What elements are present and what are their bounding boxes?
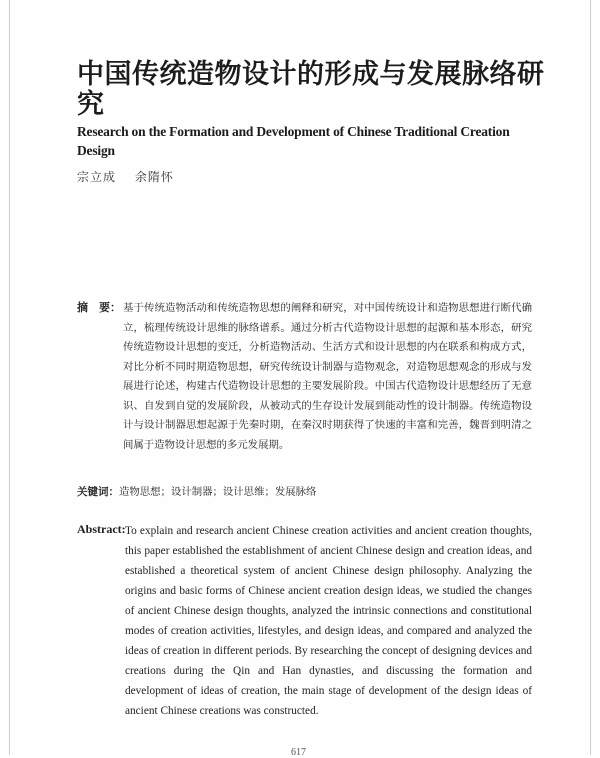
page-number: 617 [291,747,306,758]
abstract-chinese [77,299,532,455]
author-name: 余隋怀 [134,170,174,184]
abstract-chinese-text: 基于传统造物活动和传统造物思想的阐释和研究，对中国传统设计和造物思想进行断代确立，梳理传统设计思维的脉络谱系。通过分析古代造物设计思想的起源和基本形态，研究传统造物设计思想的变迁，分析造物活动、生活方式和设计思想的内在联系和构成方式，对比分析不同时期造物思想，研究传统设计制器与造物观念，对造物思想观念的形成与发展进行论述，构建古代造物设计思想的主要发展阶段。中国古代造物设计思想经历了无意识、自发到自觉的发展阶段，从被动式的生存设计发展到能动性的设计制器。传统造物设计与设计制器思想起源于先秦时期，在秦汉时期获得了快速的丰富和完善，魏晋到明清之间属于造物设计思想的多元发展期。 [123,302,532,451]
author-list [77,168,188,185]
abstract-english-text: To explain and research ancient Chinese creation activities and ancient creation thoughts, this paper established the establishment of ancient Chinese design and creation ideas, and established a theoretical system of ancient Chinese design philosophy. Analyzing the origins and basic forms of Chinese ancient creation design ideas, we studied the changes of ancient Chinese design thoughts, analyzed the intrinsic connections and constitutional modes of creation activities, lifestyles, and design ideas, and compared and analyzed the ideas of creation in different periods. By researching the concept of designing devices and creations during the Qin and Han dynasties, and discussing the formation and development of ideas of creation, the main stage of development of the design ideas of ancient Chinese creations was constructed. [125,525,532,717]
author-name: 宗立成 [77,170,117,184]
keywords [77,483,532,499]
page-left-edge [9,0,10,755]
page-right-edge [590,0,591,755]
abstract-english [77,521,532,721]
title-chinese: 中国传统造物设计的形成与发展脉络研究 [77,59,545,120]
title-english: Research on the Formation and Development of Chinese Traditional Creation Design [77,124,510,158]
abstract-chinese-label: 摘 要： [77,301,121,314]
abstract-english-label: Abstract: [77,522,126,536]
keywords-text: 造物思想；设计制器；设计思维；发展脉络 [119,486,317,498]
keywords-label: 关键词： [77,486,119,498]
